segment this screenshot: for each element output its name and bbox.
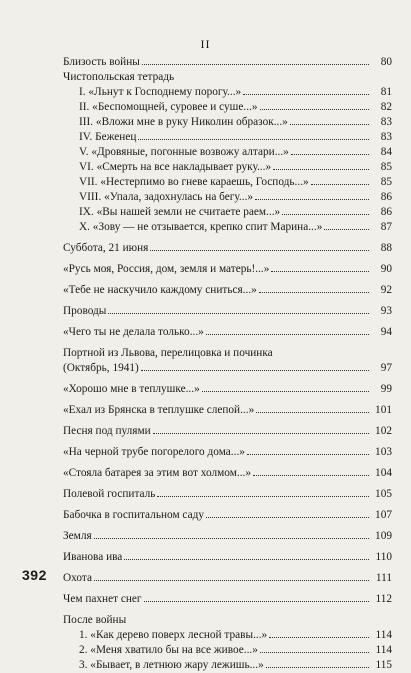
table-of-contents [63, 55, 392, 673]
toc-entry [63, 571, 392, 586]
section-heading: II [200, 37, 211, 51]
toc-entry-page: 115 [375, 659, 392, 671]
toc-entry-page: 104 [375, 467, 392, 479]
toc-entry [63, 658, 392, 673]
toc-entry-page: 84 [380, 146, 392, 158]
toc-entry-page: 83 [380, 131, 392, 143]
toc-entry [63, 130, 392, 145]
toc-entry-title: Песня под пулями [63, 425, 151, 437]
dot-leader [290, 123, 369, 125]
toc-entry-title: I. «Льнут к Господнему порогу...» [79, 86, 242, 98]
dot-leader [255, 198, 369, 200]
toc-entry-title: II. «Беспомощней, суровее и суше...» [79, 101, 258, 113]
dot-leader [260, 108, 370, 110]
page-number: 392 [22, 567, 47, 583]
toc-entry-page: 92 [380, 284, 392, 296]
toc-entry-title: «Хорошо мне в теплушке...» [63, 383, 200, 395]
dot-leader [94, 579, 369, 581]
toc-entry-title: Чем пахнет снег [63, 593, 142, 605]
toc-entry-title: 2. «Меня хватило бы на все живое...» [79, 644, 258, 656]
toc-entry-page: 88 [380, 242, 392, 254]
toc-entry-page: 80 [380, 56, 392, 68]
toc-entry [63, 403, 392, 418]
toc-entry [63, 529, 392, 544]
toc-entry [63, 85, 392, 100]
dot-leader [324, 228, 369, 230]
toc-entry-title: Суббота, 21 июня [63, 242, 149, 254]
toc-entry [63, 190, 392, 205]
dot-leader [311, 183, 369, 185]
toc-entry-page: 86 [380, 191, 392, 203]
toc-entry-title: «Ехал из Брянска в теплушке слепой...» [63, 404, 255, 416]
toc-entry-page: 114 [375, 644, 392, 656]
dot-leader [259, 291, 369, 293]
dot-leader [144, 600, 369, 602]
toc-entry-page: 94 [380, 326, 392, 338]
toc-entry [63, 466, 392, 481]
toc-entry-title: Близость войны [63, 56, 140, 68]
toc-entry-title: VIII. «Упала, задохнулась на бегу...» [79, 191, 254, 203]
toc-entry-page: 107 [375, 509, 392, 521]
toc-entry-title: VI. «Смерть на все накладывает руку...» [79, 161, 272, 173]
toc-entry-title: «Тебе не наскучило каждому сниться...» [63, 284, 257, 296]
toc-entry-page: 81 [380, 86, 392, 98]
toc-entry-page: 83 [380, 116, 392, 128]
toc-entry [63, 160, 392, 175]
toc-entry [63, 55, 392, 70]
toc-entry [63, 361, 392, 376]
toc-entry-title: Иванова ива [63, 551, 123, 563]
toc-entry [63, 220, 392, 235]
toc-entry-page: 111 [375, 572, 392, 584]
toc-entry-title: IV. Беженец [79, 131, 137, 143]
dot-leader [206, 516, 369, 518]
toc-entry-title: «Русь моя, Россия, дом, земля и матерь!...» [63, 263, 270, 275]
toc-entry-page: 101 [375, 404, 392, 416]
toc-entry [63, 628, 392, 643]
toc-entry-title: 3. «Бывает, в летнюю жару лежишь...» [79, 659, 264, 671]
dot-leader [243, 93, 369, 95]
toc-entry-title: Полевой госпиталь [63, 488, 156, 500]
dot-leader [271, 270, 369, 272]
dot-leader [108, 312, 369, 314]
toc-entry-page: 112 [375, 593, 392, 605]
dot-leader [150, 249, 369, 251]
dot-leader [269, 636, 369, 638]
toc-entry [63, 205, 392, 220]
toc-entry-title: Портной из Львова, перелицовка и починка [63, 347, 273, 359]
toc-entry-page: 85 [380, 161, 392, 173]
toc-entry-page: 99 [380, 383, 392, 395]
dot-leader [141, 369, 369, 371]
toc-entry [63, 175, 392, 190]
dot-leader [247, 453, 369, 455]
toc-entry [63, 304, 392, 319]
toc-entry [63, 445, 392, 460]
toc-entry [63, 508, 392, 523]
toc-entry-title: VII. «Нестерпимо во гневе караешь, Господь...» [79, 176, 309, 188]
toc-entry [63, 346, 392, 361]
toc-entry-title: Чистопольская тетрадь [63, 71, 175, 83]
toc-entry [63, 325, 392, 340]
toc-entry-title: 1. «Как дерево поверх лесной травы...» [79, 629, 268, 641]
toc-entry [63, 145, 392, 160]
toc-entry-title: (Октябрь, 1941) [63, 362, 139, 374]
toc-entry-page: 93 [380, 305, 392, 317]
toc-entry [63, 241, 392, 256]
toc-entry [63, 115, 392, 130]
toc-entry-page: 114 [375, 629, 392, 641]
dot-leader [142, 63, 369, 65]
dot-leader [260, 651, 369, 653]
dot-leader [273, 168, 369, 170]
toc-entry-title: Бабочка в госпитальном саду [63, 509, 204, 521]
toc-entry-page: 82 [380, 101, 392, 113]
dot-leader [153, 432, 369, 434]
toc-entry-title: «На черной трубе погорелого дома...» [63, 446, 245, 458]
toc-entry-title: III. «Вложи мне в руку Николин образок...» [79, 116, 288, 128]
toc-entry-title: Земля [63, 530, 92, 542]
toc-entry-page: 90 [380, 263, 392, 275]
toc-entry-page: 102 [375, 425, 392, 437]
toc-entry-page: 105 [375, 488, 392, 500]
toc-entry [63, 487, 392, 502]
toc-entry [63, 100, 392, 115]
toc-entry-title: Охота [63, 572, 92, 584]
toc-entry-page: 110 [375, 551, 392, 563]
toc-entry [63, 613, 392, 628]
toc-entry-page: 86 [380, 206, 392, 218]
dot-leader [157, 495, 369, 497]
toc-entry-page: 97 [380, 362, 392, 374]
dot-leader [202, 390, 369, 392]
toc-entry-page: 103 [375, 446, 392, 458]
toc-entry-title: После войны [63, 614, 127, 626]
toc-entry-title: Проводы [63, 305, 107, 317]
toc-entry [63, 70, 392, 85]
toc-entry [63, 592, 392, 607]
toc-entry-title: «Чего ты не делала только...» [63, 326, 204, 338]
dot-leader [282, 213, 369, 215]
toc-entry-page: 109 [375, 530, 392, 542]
toc-entry-title: «Стояла батарея за этим вот холмом...» [63, 467, 251, 479]
toc-entry [63, 424, 392, 439]
dot-leader [253, 474, 369, 476]
dot-leader [266, 666, 369, 668]
toc-entry-title: IX. «Вы нашей земли не считаете раем...» [79, 206, 281, 218]
toc-entry [63, 550, 392, 565]
toc-entry-title: V. «Дровяные, погонные возвожу алтари...» [79, 146, 289, 158]
toc-entry-page: 87 [380, 221, 392, 233]
dot-leader [124, 558, 369, 560]
toc-entry-page: 85 [380, 176, 392, 188]
dot-leader [138, 138, 369, 140]
toc-entry [63, 382, 392, 397]
dot-leader [291, 153, 369, 155]
dot-leader [256, 411, 369, 413]
toc-entry [63, 643, 392, 658]
dot-leader [206, 333, 369, 335]
toc-entry-title: X. «Зову — не отзывается, крепко спит Марина...» [79, 221, 323, 233]
toc-entry [63, 283, 392, 298]
dot-leader [94, 537, 369, 539]
toc-entry [63, 262, 392, 277]
